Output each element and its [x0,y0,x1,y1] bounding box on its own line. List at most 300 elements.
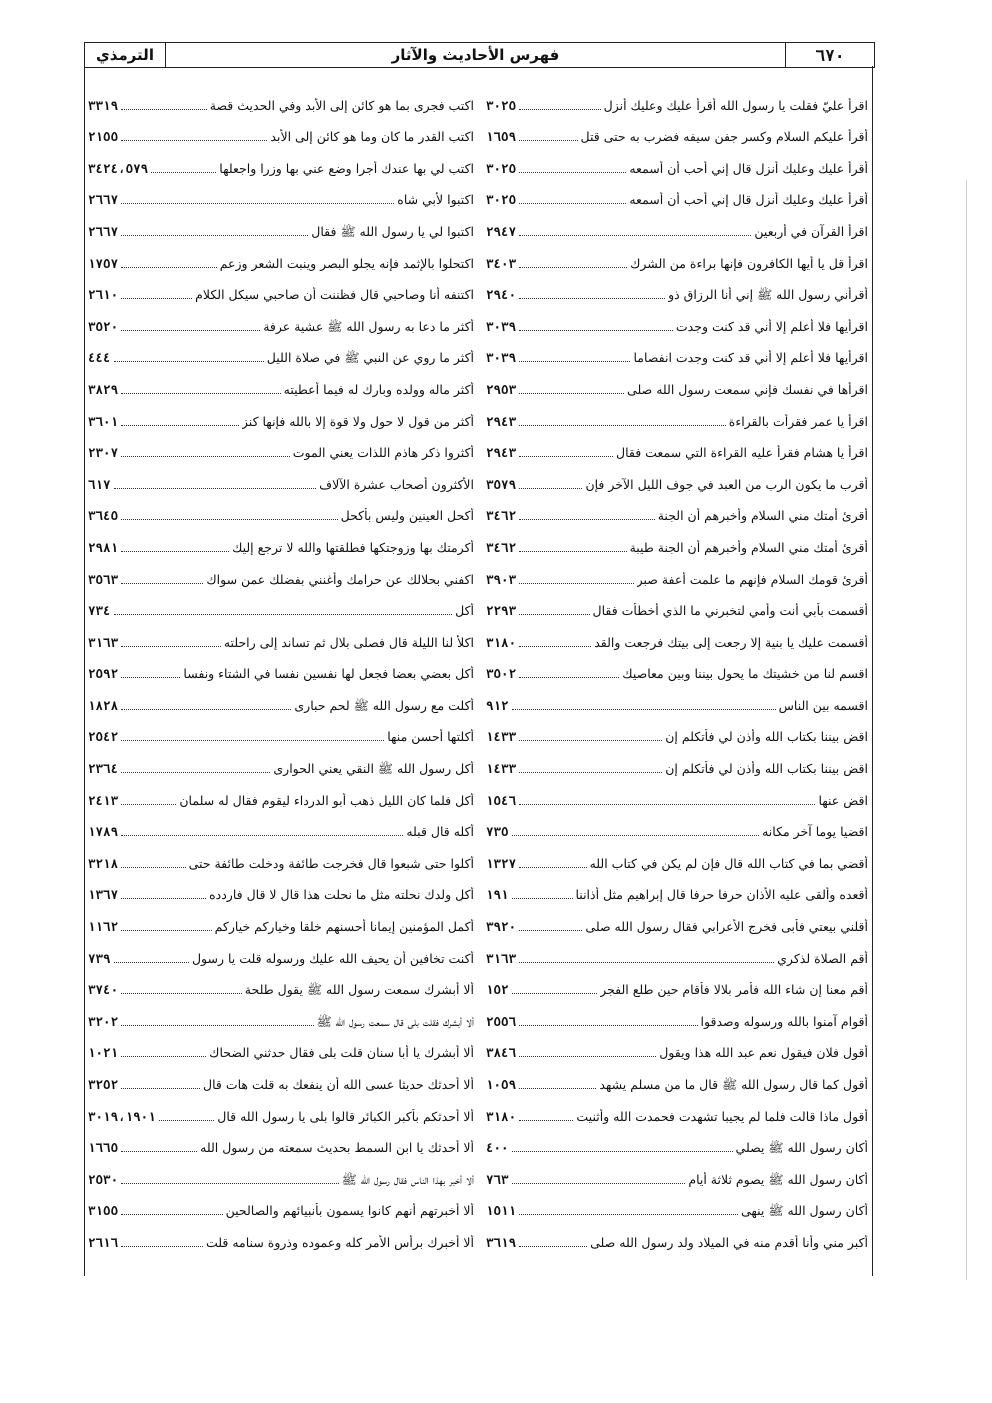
page-title: فهرس الأحاديث والآثار [391,46,560,64]
entry-text: أقوام آمنوا بالله ورسوله وصدقوا [700,1013,868,1029]
hadith-number: ٢٥٥٦ [486,1013,517,1029]
index-entry [486,335,868,367]
entry-text: أكثر ما روي عن النبي ﷺ في صلاة الليل [266,350,474,366]
hadith-number: ٣١٦٣ [88,634,119,650]
hadith-number: ٢٩٥٣ [486,381,517,397]
index-entry [486,1093,868,1125]
leader-dots [512,708,776,710]
leader-dots [519,929,582,931]
hadith-number: ٣١٨٠ [486,634,517,650]
index-entry [88,840,474,872]
index-entry [88,998,474,1030]
index-entry [88,1219,474,1251]
hadith-number: ٢٢٩٣ [486,603,517,619]
index-entry [486,935,868,967]
hadith-number: ٣٩٠٣ [486,571,517,587]
index-entry [88,1188,474,1220]
leader-dots [519,139,577,141]
leader-dots [519,676,619,678]
leader-dots [159,1119,215,1121]
hadith-number: ٣٦٠١ [88,413,119,429]
entry-text: أقسمت بأبي أنت وأمي لتخبرني ما الذي أخطأت فقال [592,603,868,619]
index-entry [88,619,474,651]
hadith-number: ٢٩٤٣ [486,445,517,461]
leader-dots [121,202,394,204]
hadith-number: ١٨٢٨ [88,697,119,713]
entry-text: أقرئ أمتك مني السلام وأخبرهم أن الجنة [657,508,868,524]
leader-dots [519,1213,738,1215]
index-entry [486,777,868,809]
hadith-number: ٣٥٠٢ [486,666,517,682]
index-entry [88,461,474,493]
page-number: ٦٧٠ [785,43,874,67]
hadith-number: ٢٩٤٣ [486,413,517,429]
index-entry [88,1093,474,1125]
index-entry [88,1125,474,1157]
entry-text: أقرأ عليكم السلام وكسر جفن سيفه فضرب به حتى قتل [580,129,868,145]
entry-text: اكتحلوا بالإثمد فإنه يجلو البصر وينبت الشعر وزعم [219,255,474,271]
entry-text: أكثروا ذكر هاذم اللذات يعني الموت [292,445,474,461]
hadith-number: ٩١٢ [486,697,509,713]
hadith-number: ٣٢٠٢ [88,1013,119,1029]
entry-text: أكله قال قبله [406,824,474,840]
leader-dots [519,961,774,963]
entry-text: أقرأ عليك وعليك أنزل قال إني أحب أن أسمعه [629,192,868,208]
entry-text: ألا أخبر بهذا الناس فقال رسول الله ﷺ [341,1171,474,1187]
hadith-number: ١٧٥٧ [88,255,119,271]
entry-text: أكثر ما دعا به رسول الله ﷺ عشية عرفة [263,318,474,334]
index-entry [88,809,474,841]
hadith-number: ٢٦١٠ [88,287,119,303]
leader-dots [519,771,662,773]
entry-text: اكتبوا لي يا رسول الله ﷺ فقال [311,223,474,239]
leader-dots [121,1213,223,1215]
right-border [872,66,873,1276]
hadith-number: ١٥٢ [486,982,509,998]
index-entry [486,398,868,430]
hadith-number: ٣١٦٣ [486,950,517,966]
index-entry [486,903,868,935]
hadith-number: ٢٣٠٧ [88,445,119,461]
leader-dots [121,866,185,868]
index-entry [88,872,474,904]
leader-dots [121,329,260,331]
hadith-number: ٣٩٢٠ [486,919,517,935]
hadith-number: ٣٢١٨ [88,855,119,871]
leader-dots [519,424,726,426]
leader-dots [114,487,317,489]
index-entry [486,366,868,398]
hadith-number: ١٠٢١ [88,1045,119,1061]
hadith-number: ٣٠١٩،١٩٠١ [88,1108,156,1124]
entry-text: اقرأ القرآن في أربعين [754,223,868,239]
index-entry [88,903,474,935]
entry-text: أكثر ماله وولده وبارك له فيما أعطيته [283,381,474,397]
leader-dots [519,550,626,552]
leader-dots [121,708,291,710]
index-entry [88,1156,474,1188]
leader-dots [519,645,591,647]
left-border [84,66,85,1276]
leader-dots [121,929,211,931]
leader-dots [519,1087,596,1089]
entry-text: ألا أبشرك سمعت رسول الله ﷺ يقول طلحة [244,982,474,998]
entry-text: أقلني بيعتي فأبى فخرج الأعرابي فقال رسول الله صلى [585,919,868,935]
hadith-number: ٣٠٢٥ [486,192,517,208]
entry-text: اقرأ يا هشام فقرأ عليه القراءة التي سمعت فقال [616,445,868,461]
leader-dots [121,739,384,741]
index-entry [486,619,868,651]
leader-dots [519,518,655,520]
entry-text: أكنت تخافين أن يحيف الله عليك ورسوله قلت يا رسول [191,950,474,966]
index-entry [486,809,868,841]
entry-text: اكلأ لنا الليلة قال فصلى بلال ثم تساند إلى راحلته [223,634,474,650]
index-entry [486,82,868,114]
index-entry [486,651,868,683]
hadith-number: ١٥١١ [486,1203,517,1219]
entry-text: ألا أحدثك حديثا عسى الله أن ينفعك به قلت هات قال [202,1077,474,1092]
leader-dots [519,108,601,110]
hadith-number: ١٥٤٦ [486,792,517,808]
leader-dots [121,1024,313,1026]
leader-dots [519,803,815,805]
entry-text: اقرأ يا عمر فقرأت بالقراءة [728,413,868,429]
entry-text: اقرأيها فلا أعلم إلا أني قد كنت وجدت انفصاما [633,350,868,366]
entry-text: أكرمتك بها وزوجتكها فطلقتها والله لا ترجع إليك [232,539,474,555]
hadith-number: ١٦٥٩ [486,129,517,145]
index-entry [88,967,474,999]
index-entry [88,335,474,367]
entry-text: أقول ماذا قالت فلما لم يجيبا تشهدت فحمدت الله وأثنيت [576,1108,868,1124]
index-entry [486,1061,868,1093]
leader-dots [519,392,624,394]
entry-text: أقرأني رسول الله ﷺ إني أنا الرزاق ذو [668,287,868,303]
leader-dots [519,171,626,173]
hadith-number: ٣٢٥٢ [88,1077,119,1092]
hadith-number: ٣٤٠٣ [486,255,517,271]
index-entry [88,524,474,556]
hadith-number: ١١٦٢ [88,919,119,935]
index-entry [88,303,474,335]
hadith-number: ١٧٨٩ [88,824,119,840]
index-entry [88,556,474,588]
index-entry [486,998,868,1030]
entry-text: أكلت مع رسول الله ﷺ لحم حبارى [294,697,474,713]
entry-text: أقم معنا إن شاء الله فأمر بلالا فأقام حين طلع الفجر [600,982,868,998]
index-entry [486,1188,868,1220]
hadith-number: ٣٠٢٥ [486,160,517,176]
leader-dots [519,234,751,236]
entry-text: أقول فلان فيقول نعم عبد الله هذا ويقول [659,1045,868,1061]
hadith-number: ١٤٣٣ [486,729,517,745]
index-entry [486,461,868,493]
index-entry [486,1156,868,1188]
leader-dots [519,739,662,741]
entry-text: أقضي بما في كتاب الله قال فإن لم يكن في كتاب الله [589,855,868,871]
entry-text: ألا أبشرك فقلت بلى قال سمعت رسول الله ﷺ [316,1013,474,1029]
entry-text: أقرئ قومك السلام فإنهم ما علمت أعفة صبر [636,571,868,587]
index-entry [486,714,868,746]
hadith-number: ٦١٧ [88,476,111,492]
right-column [486,82,868,1251]
entry-text: اقرأ عليّ فقلت يا رسول الله أقرأ عليك وعليك أنزل [603,97,868,113]
hadith-number: ٢٥٣٠ [88,1171,119,1187]
leader-dots [121,1055,206,1057]
leader-dots [121,139,267,141]
hadith-number: ٢٤١٣ [88,792,119,808]
leader-dots [121,676,180,678]
entry-text: اقسم لنا من خشيتك ما يحول بيننا وبين معاصيك [622,666,868,682]
index-entry [486,272,868,304]
hadith-number: ٢٩٤٠ [486,287,517,303]
entry-text: اقرأيها فلا أعلم إلا أني قد كنت وجدت [675,318,868,334]
entry-text: اقرأها في نفسك فإني سمعت رسول الله صلى [627,381,868,397]
index-entry [486,493,868,525]
index-entry [88,430,474,462]
leader-dots [114,360,264,362]
hadith-number: ٤٠٠ [486,1140,509,1156]
leader-dots [151,171,216,173]
leader-dots [121,1150,197,1152]
leader-dots [121,582,203,584]
hadith-number: ٧٣٥ [486,824,509,840]
leader-dots [519,1245,587,1247]
leader-dots [121,518,338,520]
hadith-number: ٢٦٦٧ [88,223,119,239]
leader-dots [121,1245,203,1247]
leader-dots [121,424,239,426]
entry-text: اكتنفه أنا وصاحبي قال فظننت أن صاحبي سيكل الكلام [195,287,474,303]
entry-text: أكان رسول الله ﷺ ينهى [740,1203,868,1219]
hadith-number: ٢٥٤٢ [88,729,119,745]
entry-text: أقم الصلاة لذكري [777,950,868,966]
index-entry [88,145,474,177]
hadith-number: ٣٤٦٢ [486,508,517,524]
leader-dots [121,834,403,836]
index-entry [88,588,474,620]
entry-text: أكل بعضي بعضا فجعل لها نفسين نفسا في الشتاء ونفسا [183,666,474,682]
hadith-number: ٣٦٤٥ [88,508,119,524]
entry-text: أكل رسول الله ﷺ النقي يعني الحوارى [273,761,474,777]
index-entry [88,208,474,240]
entry-text: اقضيا يوما آخر مكانه [762,824,868,840]
index-entry [486,177,868,209]
hadith-number: ٤٤٤ [88,350,111,366]
leader-dots [519,487,582,489]
index-entry [88,177,474,209]
index-entry [486,1125,868,1157]
hadith-number: ٣١٥٥ [88,1203,119,1219]
index-entry [486,240,868,272]
hadith-number: ٣٠٣٩ [486,318,517,334]
index-entry [486,872,868,904]
leader-dots [121,771,270,773]
hadith-number: ٢٥٩٢ [88,666,119,682]
hadith-number: ٣٤٢٤،٥٧٩ [88,160,149,176]
hadith-number: ١٤٣٣ [486,761,517,777]
hadith-number: ٢١٥٥ [88,129,119,145]
book-name: الترمذي [85,43,166,67]
leader-dots [121,392,281,394]
entry-text: أقرب ما يكون الرب من العبد في جوف الليل الآخر فإن [585,476,868,492]
index-entry [88,398,474,430]
index-entry [486,303,868,335]
leader-dots [114,961,189,963]
index-entry [486,524,868,556]
index-entry [88,1030,474,1062]
leader-dots [512,834,760,836]
hadith-number: ٣٣١٩ [88,97,119,113]
leader-dots [519,613,589,615]
entry-text: الأكثرون أصحاب عشرة الآلاف [319,476,474,492]
hadith-number: ١٠٥٩ [486,1077,517,1092]
leader-dots [121,234,308,236]
hadith-number: ٣٨٤٦ [486,1045,517,1061]
index-entry [88,366,474,398]
index-entry [486,1219,868,1251]
index-entry [88,935,474,967]
leader-dots [121,897,206,899]
hadith-number: ٣١٨٠ [486,1108,517,1124]
hadith-number: ٢٦١٦ [88,1234,119,1250]
hadith-number: ٧٦٣ [486,1171,509,1187]
leader-dots [121,803,176,805]
entry-text: أكحل العينين وليس بأكحل [340,508,474,524]
entry-text: اكتب فجرى بما هو كائن إلى الأبد وفي الحديث قصة [209,97,474,113]
entry-text: اكتب القدر ما كان وما هو كائن إلى الأبد [270,129,474,145]
leader-dots [512,897,573,899]
entry-text: ألا أحدثك يا ابن السمط بحديث سمعته من رسول الله [200,1140,474,1156]
entry-text: أقول كما قال رسول الله ﷺ قال ما من مسلم يشهد [599,1077,868,1092]
index-entry [88,114,474,146]
index-entry [88,777,474,809]
leader-dots [519,266,627,268]
leader-dots [519,360,630,362]
entry-text: أكثر من قول لا حول ولا قوة إلا بالله فإنها كنز [241,413,474,429]
entry-text: اكفني بحلالك عن حرامك وأغنني بفضلك عمن سواك [206,571,474,587]
index-entry [88,272,474,304]
leader-dots [519,202,626,204]
entry-text: اكتبوا لأبي شاه [397,192,474,208]
hadith-number: ١٣٦٧ [88,887,119,903]
hadith-number: ٣٥٧٩ [486,476,517,492]
leader-dots [512,992,598,994]
leader-dots [121,266,217,268]
entry-text: أقعده وألقى عليه الأذان حرفا حرفا قال إبراهيم مثل أذاننا [575,887,868,903]
entry-text: اكتب لي بها عندك أجرا وضع عني بها وزرا واجعلها [219,160,474,176]
hadith-number: ٣٦١٩ [486,1234,517,1250]
hadith-number: ١٣٢٧ [486,855,517,871]
leader-dots [519,297,665,299]
index-entry [88,82,474,114]
leader-dots [519,1119,573,1121]
index-entry [88,714,474,746]
entry-text: اقض عنها [818,792,868,808]
hadith-number: ٢٩٨١ [88,539,119,555]
entry-text: أكل [455,603,474,619]
index-entry [486,840,868,872]
leader-dots [519,1024,697,1026]
hadith-number: ٣٨٢٩ [88,381,119,397]
hadith-number: ١٦٦٥ [88,1140,119,1156]
index-entry [486,588,868,620]
leader-dots [519,329,673,331]
leader-dots [121,108,207,110]
hadith-number: ٣٠٣٩ [486,350,517,366]
leader-dots [121,455,290,457]
hadith-number: ١٩١ [486,887,509,903]
index-entry [88,493,474,525]
entry-text: أكان رسول الله ﷺ يصلي [735,1140,868,1156]
index-entry [88,651,474,683]
entry-text: أقسمت عليك يا بنية إلا رجعت إلى بيتك فرجعت والقد [594,634,868,650]
hadith-number: ٣٥٢٠ [88,318,119,334]
leader-dots [121,1182,339,1184]
leader-dots [121,645,221,647]
index-entry [486,967,868,999]
index-entry [486,745,868,777]
leader-dots [519,1055,656,1057]
leader-dots [121,297,192,299]
leader-dots [519,455,613,457]
entry-text: ألا أخبرك برأس الأمر كله وعموده وذروة سنامه قلت [205,1234,474,1250]
entry-text: اقسمه بين الناس [778,697,868,713]
hadith-number: ٣٠٢٥ [486,97,517,113]
hadith-number: ٣٧٤٠ [88,982,119,998]
leader-dots [519,582,633,584]
entry-text: أكبر مني وأنا أقدم منه في الميلاد ولد رسول الله صلى [590,1234,868,1250]
leader-dots [121,550,229,552]
hadith-number: ٣٤٦٢ [486,539,517,555]
index-entry [88,745,474,777]
leader-dots [512,1182,686,1184]
entry-text: أكلتها أحسن منها [387,729,474,745]
entry-text: اقض بيننا بكتاب الله وأذن لي فأتكلم إن [665,729,868,745]
leader-dots [121,1087,200,1089]
hadith-number: ٣٥٦٣ [88,571,119,587]
index-entry [486,208,868,240]
index-entry [486,682,868,714]
hadith-number: ٢٦٦٧ [88,192,119,208]
entry-text: أكلوا حتى شبعوا قال فخرجت طائفة ودخلت طائفة حتى [188,855,474,871]
left-column [88,82,474,1251]
index-entry [486,430,868,462]
index-entry [486,114,868,146]
hadith-number: ٢٣٦٤ [88,761,119,777]
entry-text: أقرأ عليك وعليك أنزل قال إني أحب أن أسمعه [629,160,868,176]
index-entry [486,556,868,588]
page-header [84,42,875,68]
index-entry [486,1030,868,1062]
index-entry [486,145,868,177]
entry-text: أكمل المؤمنين إيمانا أحسنهم خلقا وخياركم خياركم [214,919,474,935]
hadith-number: ٧٣٤ [88,603,111,619]
entry-text: اقرأ قل يا أيها الكافرون فإنها براءة من الشرك [630,255,868,271]
hadith-number: ٧٣٩ [88,950,111,966]
leader-dots [121,992,242,994]
hadith-number: ٢٩٤٧ [486,223,517,239]
index-entry [88,682,474,714]
entry-text: أكان رسول الله ﷺ يصوم ثلاثة أيام [688,1171,868,1187]
leader-dots [114,613,453,615]
entry-text: اقض بيننا بكتاب الله وأذن لي فأتكلم إن [665,761,868,777]
leader-dots [519,866,586,868]
entry-text: ألا أبشرك يا أبا سنان قلت بلى فقال حدثني الضحاك [209,1045,474,1061]
index-entry [88,1061,474,1093]
index-entry [88,240,474,272]
entry-text: أكل ولدك نحلته مثل ما نحلت هذا قال لا قال فاردده [209,887,474,903]
entry-text: أكل فلما كان الليل ذهب أبو الدرداء ليقوم فقال له سلمان [179,792,474,808]
